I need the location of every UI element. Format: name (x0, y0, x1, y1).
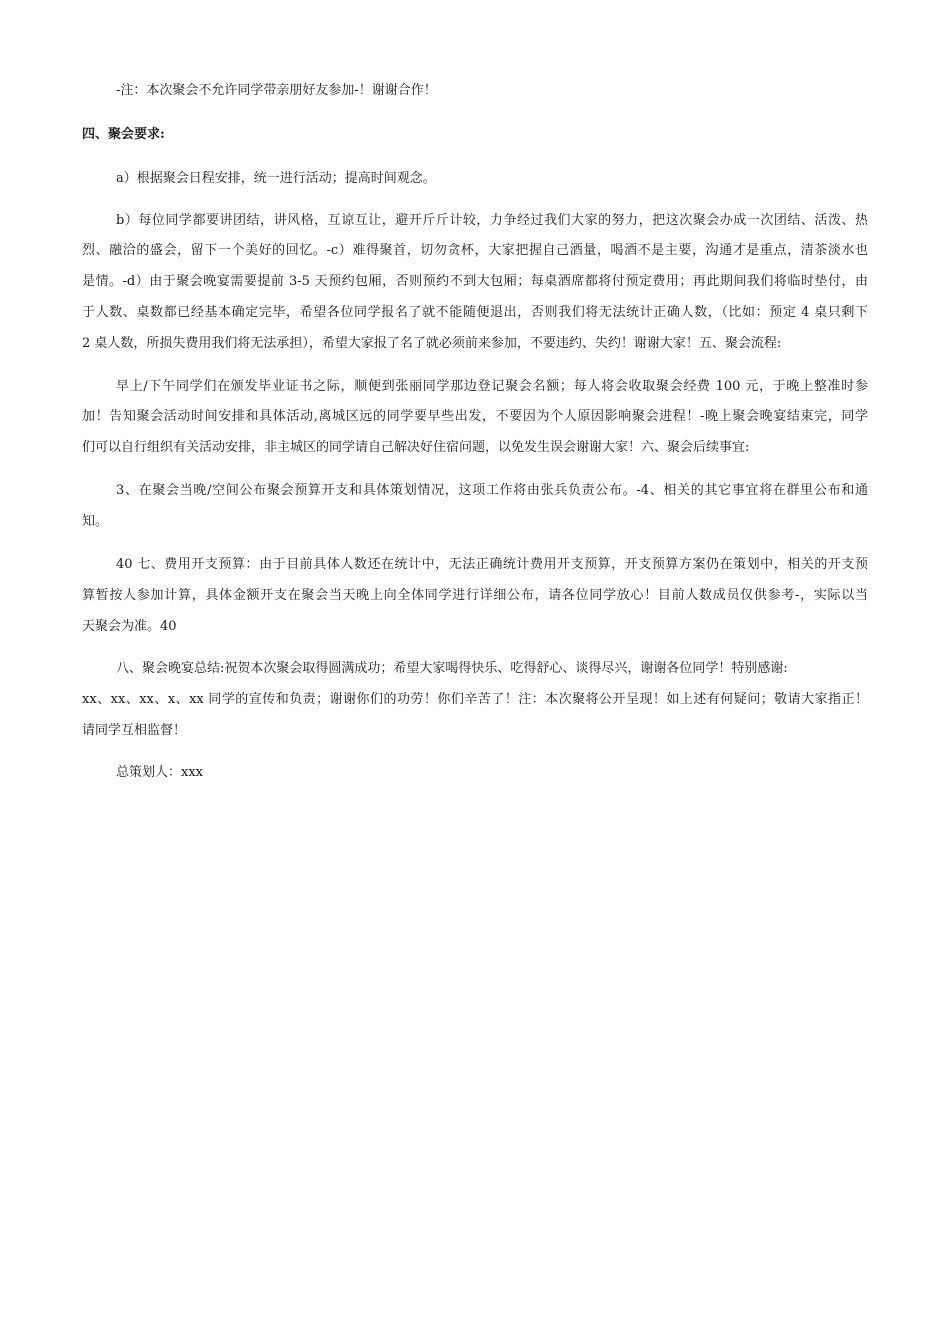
paragraph-line: 知。 (82, 514, 109, 529)
paragraph-line: xx、xx、xx、x、xx 同学的宣传和负责；谢谢你们的功劳！你们辛苦了！注：本次聚将公开呈现！如上述有何疑问；敬请大家指正！ (82, 692, 868, 707)
section-heading-requirements: 四、聚会要求: (82, 127, 165, 142)
paragraph-line: 是情。-d）由于聚会晚宴需要提前 3-5 天预约包厢，否则预约不到大包厢；每桌酒席都将付预定费用；再此期间我们将临时垫付，由 (82, 274, 868, 289)
requirement-a: a）根据聚会日程安排，统一进行活动；提高时间观念。 (116, 171, 436, 186)
paragraph-line: 早上/下午同学们在颁发毕业证书之际，顺便到张丽同学那边登记聚会名额；每人将会收取聚会经费 100 元，于晚上整准时参 (116, 379, 868, 394)
paragraph-line: 烈、融洽的盛会，留下一个美好的回忆。-c）难得聚首，切勿贪杯，大家把握自己酒量，喝酒不是主要，沟通才是重点，清茶淡水也 (82, 243, 868, 258)
paragraph-line: 八、聚会晚宴总结:祝贺本次聚会取得圆满成功；希望大家喝得快乐、吃得舒心、谈得尽兴，谢谢各位同学！特别感谢: (116, 661, 788, 676)
paragraph-line: 40 七、费用开支预算：由于目前具体人数还在统计中，无法正确统计费用开支预算，开支预算方案仍在策划中，相关的开支预 (116, 557, 868, 572)
paragraph-line: 天聚会为准。40 (82, 619, 177, 634)
paragraph-line: b）每位同学都要讲团结，讲风格，互谅互让，避开斤斤计较，力争经过我们大家的努力，把这次聚会办成一次团结、活泼、热 (116, 213, 868, 228)
note-no-guests: -注：本次聚会不允许同学带亲朋好友参加-！谢谢合作！ (116, 83, 437, 98)
paragraph-line: 于人数、桌数都已经基本确定完毕，希望各位同学报名了就不能随便退出，否则我们将无法统计正确人数，（比如：预定 4 桌只剩下 (82, 305, 868, 320)
paragraph-line: 2 桌人数，所损失费用我们将无法承担），希望大家报了名了就必须前来参加，不要违约、失约！谢谢大家！五、聚会流程: (82, 336, 782, 351)
paragraph-line: 加！告知聚会活动时间安排和具体活动,离城区远的同学要早些出发，不要因为个人原因影响聚会进程！-晚上聚会晚宴结束完，同学 (82, 409, 868, 424)
paragraph-line: 算暂按人参加计算，具体金额开支在聚会当天晚上向全体同学进行详细公布，请各位同学放心！目前人数成员仅供参考-，实际以当 (82, 588, 868, 603)
planner-signature: 总策划人：xxx (116, 765, 203, 780)
paragraph-line: 3、在聚会当晚/空间公布聚会预算开支和具体策划情况，这项工作将由张兵负责公布。-4、相关的其它事宜将在群里公布和通 (116, 483, 868, 498)
paragraph-line: 们可以自行组织有关活动安排，非主城区的同学请自己解决好住宿问题，以免发生误会谢谢大家！六、聚会后续事宜: (82, 440, 750, 455)
paragraph-line: 请同学互相监督！ (82, 723, 187, 738)
